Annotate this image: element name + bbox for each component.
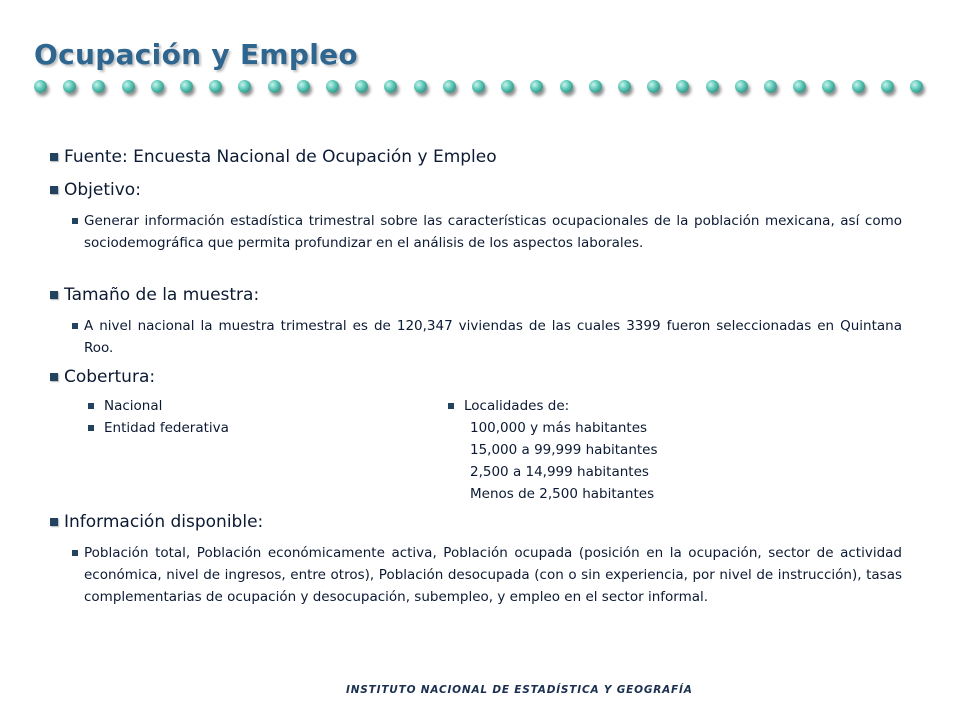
square-bullet-icon [50, 518, 58, 526]
info-text: Población total, Población económicamente activa, Población ocupada (posición en la ocupación, sector de actividad económica, nivel de ingresos, entre otros), Población desocupada (con o sin experiencia, por nivel de instrucción), tasas complementarias de ocupación y desocupación, subempleo, y empleo en el sector informal. [84, 545, 902, 605]
page-title: Ocupación y Empleo [34, 38, 358, 71]
square-bullet-icon [448, 403, 454, 409]
muestra-text: A nivel nacional la muestra trimestral es de 120,347 viviendas de las cuales 3399 fueron seleccionadas en Quintana Roo. [84, 318, 902, 356]
square-bullet-icon [50, 373, 58, 381]
objetivo-item [84, 210, 902, 254]
cobertura-left-list [104, 395, 229, 439]
cobertura-nacional: Nacional [104, 398, 163, 414]
cobertura-heading-item [50, 367, 155, 387]
info-heading: Información disponible: [64, 512, 264, 532]
list-item: 2,500 a 14,999 habitantes [470, 464, 649, 480]
fuente-text: Fuente: Encuesta Nacional de Ocupación y Empleo [64, 147, 497, 167]
square-bullet-icon [72, 218, 78, 224]
list-item [104, 395, 229, 417]
square-bullet-icon [72, 550, 78, 556]
square-bullet-icon [72, 323, 78, 329]
objetivo-text: Generar información estadística trimestral sobre las características ocupacionales de la población mexicana, así como sociodemográfica que permita profundizar en el análisis de los aspectos laborales. [84, 213, 902, 251]
muestra-heading: Tamaño de la muestra: [64, 285, 260, 305]
muestra-heading-item [50, 285, 259, 305]
list-item [104, 417, 229, 439]
localidades-heading: Localidades de: [464, 398, 570, 414]
info-heading-item [50, 512, 263, 532]
square-bullet-icon [50, 186, 58, 194]
cobertura-heading: Cobertura: [64, 367, 156, 387]
list-item: 15,000 a 99,999 habitantes [470, 442, 658, 458]
localidades-heading-item [464, 395, 658, 417]
square-bullet-icon [88, 403, 94, 409]
footer-institution: INSTITUTO NACIONAL DE ESTADÍSTICA Y GEOGRAFÍA [346, 684, 693, 696]
square-bullet-icon [50, 291, 58, 299]
localidades-list [464, 395, 658, 505]
cobertura-entidad: Entidad federativa [104, 420, 229, 436]
square-bullet-icon [50, 153, 58, 161]
info-item [84, 542, 902, 608]
muestra-item [84, 315, 902, 359]
fuente-item [50, 147, 497, 167]
list-item: Menos de 2,500 habitantes [470, 486, 655, 502]
list-item: 100,000 y más habitantes [470, 420, 648, 436]
square-bullet-icon [88, 425, 94, 431]
objetivo-heading-item [50, 180, 141, 200]
objetivo-heading: Objetivo: [64, 180, 141, 200]
